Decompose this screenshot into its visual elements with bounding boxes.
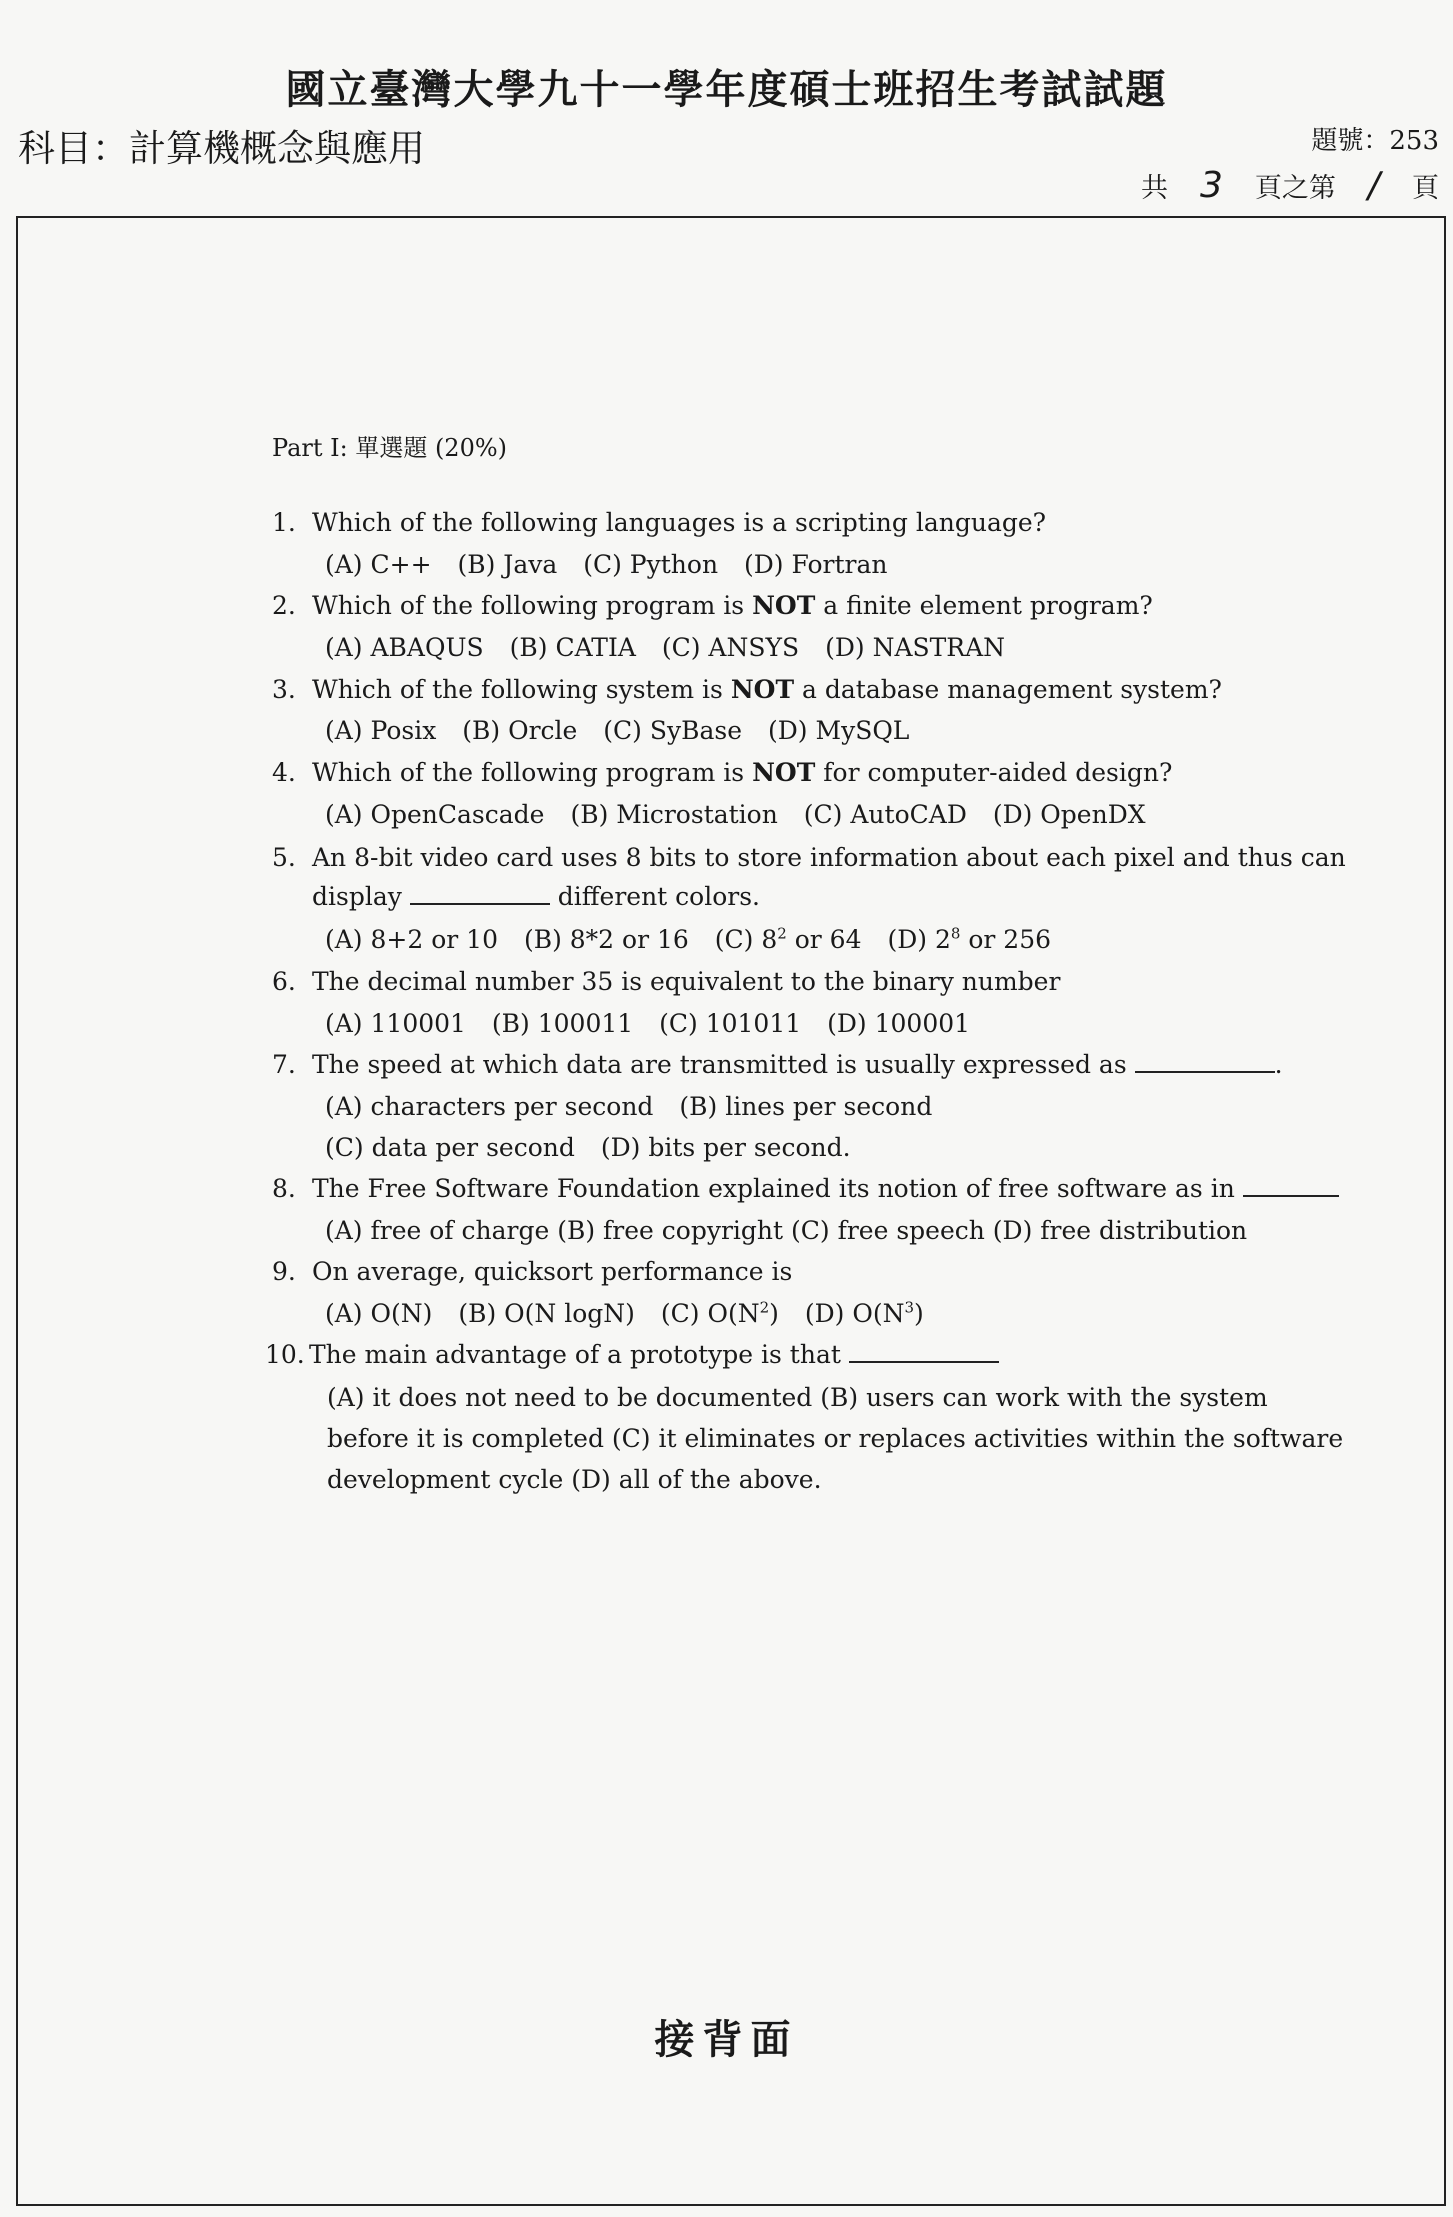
option-a: (A) O(N): [325, 1299, 433, 1329]
option-c-exponent: 2: [777, 925, 787, 943]
question-text-pre: display: [312, 882, 402, 911]
question-10-line2: before it is completed (C) it eliminates or replaces activities within the software: [327, 1424, 1344, 1453]
question-number-label: 3.: [272, 675, 296, 704]
question-text-pre: Which of the following program is: [312, 591, 753, 620]
answer-blank: [1135, 1051, 1275, 1073]
question-10: [265, 1340, 999, 1369]
option-b: (B) Microstation: [570, 800, 778, 829]
question-5: [272, 843, 1346, 872]
question-9: [272, 1257, 792, 1286]
question-1: [272, 508, 1046, 537]
question-text-post: for computer-aided design?: [815, 758, 1173, 787]
page-info: [1141, 165, 1439, 206]
option-c-tail: or 64: [786, 925, 862, 955]
answer-blank: [849, 1341, 999, 1363]
option-d: (D) Fortran: [744, 550, 888, 579]
exam-title: 國立臺灣大學九十一學年度碩士班招生考試試題: [285, 66, 1168, 113]
option-d: (D) bits per second.: [600, 1133, 851, 1162]
question-number-label: 7.: [272, 1050, 296, 1079]
option-c: (C) Python: [583, 550, 719, 579]
option-b: (B) CATIA: [509, 633, 636, 662]
question-5-options: [325, 925, 1069, 954]
option-d: [805, 1299, 924, 1328]
part-title: Part I: 單選題 (20%): [272, 434, 508, 462]
options-line: (A) free of charge (B) free copyright (C) free speech (D) free distribution: [325, 1216, 1248, 1245]
question-text-pre: Which of the following system is: [312, 675, 731, 704]
question-7: [272, 1050, 1283, 1079]
question-text: The speed at which data are transmitted is usually expressed as: [312, 1050, 1127, 1079]
question-2: [272, 591, 1153, 620]
question-8: [272, 1174, 1339, 1203]
question-5-line2: [312, 882, 760, 911]
option-c: (C) SyBase: [603, 716, 743, 745]
question-8-options: [325, 1216, 1265, 1245]
option-c: (C) 101011: [659, 1009, 802, 1038]
option-a: (A) 8+2 or 10: [325, 925, 498, 955]
question-7-options-row2: [325, 1133, 869, 1162]
question-text-pre: Which of the following program is: [312, 758, 753, 787]
emphasis-not: NOT: [752, 591, 816, 620]
question-4: [272, 758, 1172, 787]
question-number-label: 4.: [272, 758, 296, 787]
question-3: [272, 675, 1222, 704]
question-number: 題號：253: [1311, 126, 1439, 156]
page-current: /: [1367, 165, 1380, 206]
option-a: (A) Posix: [325, 716, 437, 745]
option-d-base: (D) O(N: [804, 1299, 905, 1329]
question-number-label: 5.: [272, 843, 296, 872]
option-d: (D) MySQL: [767, 716, 910, 745]
option-c-exponent: 2: [759, 1299, 770, 1317]
option-a: (A) characters per second: [325, 1092, 654, 1121]
emphasis-not: NOT: [730, 675, 795, 704]
option-c-tail: ): [769, 1299, 779, 1329]
question-6-options: [325, 1009, 988, 1038]
page-suffix: 頁: [1412, 173, 1439, 204]
question-7-options-row1: [325, 1092, 950, 1121]
question-number-label: 2.: [272, 591, 296, 620]
question-text: The Free Software Foundation explained its notion of free software as in: [312, 1174, 1235, 1203]
option-b: (B) Java: [457, 550, 558, 579]
option-a: (A) 110001: [325, 1009, 466, 1038]
question-6: [272, 967, 1060, 996]
question-9-options: [325, 1299, 942, 1328]
option-c-base: (C) 8: [714, 925, 778, 955]
option-b: (B) Orcle: [462, 716, 578, 745]
answer-blank: [1243, 1175, 1339, 1197]
option-c: (C) AutoCAD: [803, 800, 967, 829]
question-10-line1: (A) it does not need to be documented (B) users can work with the system: [327, 1383, 1268, 1412]
page-prefix: 共: [1140, 173, 1168, 204]
option-d-base: (D) 2: [887, 925, 951, 955]
option-d: (D) OpenDX: [992, 800, 1146, 829]
question-number-label: 8.: [272, 1174, 296, 1203]
answer-blank: [410, 883, 550, 905]
question-text: On average, quicksort performance is: [312, 1257, 793, 1286]
question-text: Which of the following languages is a scripting language?: [312, 508, 1047, 537]
option-b: (B) lines per second: [679, 1092, 933, 1121]
page-mid: 頁之第: [1254, 173, 1336, 204]
question-text-post: a database management system?: [794, 675, 1222, 704]
question-text-post: a finite element program?: [815, 591, 1153, 620]
question-text: The decimal number 35 is equivalent to the binary number: [312, 967, 1061, 996]
question-tail: .: [1274, 1050, 1283, 1079]
option-d: [887, 925, 1051, 954]
option-c: [661, 1299, 779, 1328]
question-number-label: 6.: [272, 967, 296, 996]
question-number-label: 9.: [272, 1257, 296, 1286]
option-c: [715, 925, 862, 954]
option-d-exponent: 8: [950, 925, 961, 943]
continued-on-back-note: 接背面: [654, 2017, 799, 2063]
option-b: (B) 100011: [491, 1009, 634, 1038]
option-d-tail: ): [914, 1299, 924, 1329]
page-total: 3: [1199, 165, 1223, 206]
option-d-tail: or 256: [960, 925, 1052, 955]
question-3-options: [325, 716, 927, 745]
question-text: The main advantage of a prototype is that: [309, 1340, 841, 1369]
option-a: (A) OpenCascade: [325, 800, 545, 829]
question-10-line3: development cycle (D) all of the above.: [327, 1465, 822, 1494]
subject-label: 科目：計算機概念與應用: [18, 127, 425, 170]
option-d-exponent: 3: [904, 1299, 915, 1317]
option-c: (C) data per second: [325, 1133, 575, 1162]
option-d: (D) 100001: [827, 1009, 971, 1038]
question-text: An 8-bit video card uses 8 bits to store information about each pixel and thus can: [312, 843, 1346, 872]
emphasis-not: NOT: [752, 758, 816, 787]
option-a: (A) C++: [325, 550, 432, 579]
option-c-base: (C) O(N: [660, 1299, 760, 1329]
question-2-options: [325, 633, 1023, 662]
option-a: (A) ABAQUS: [325, 633, 484, 662]
question-1-options: [325, 550, 905, 579]
question-4-options: [325, 800, 1164, 829]
question-number-label: 10.: [265, 1340, 305, 1369]
question-text-post: different colors.: [557, 882, 760, 911]
question-number-label: 1.: [272, 508, 296, 537]
option-b: (B) O(N logN): [458, 1299, 635, 1329]
option-b: (B) 8*2 or 16: [523, 925, 689, 955]
option-d: (D) NASTRAN: [825, 633, 1006, 662]
option-c: (C) ANSYS: [661, 633, 800, 662]
